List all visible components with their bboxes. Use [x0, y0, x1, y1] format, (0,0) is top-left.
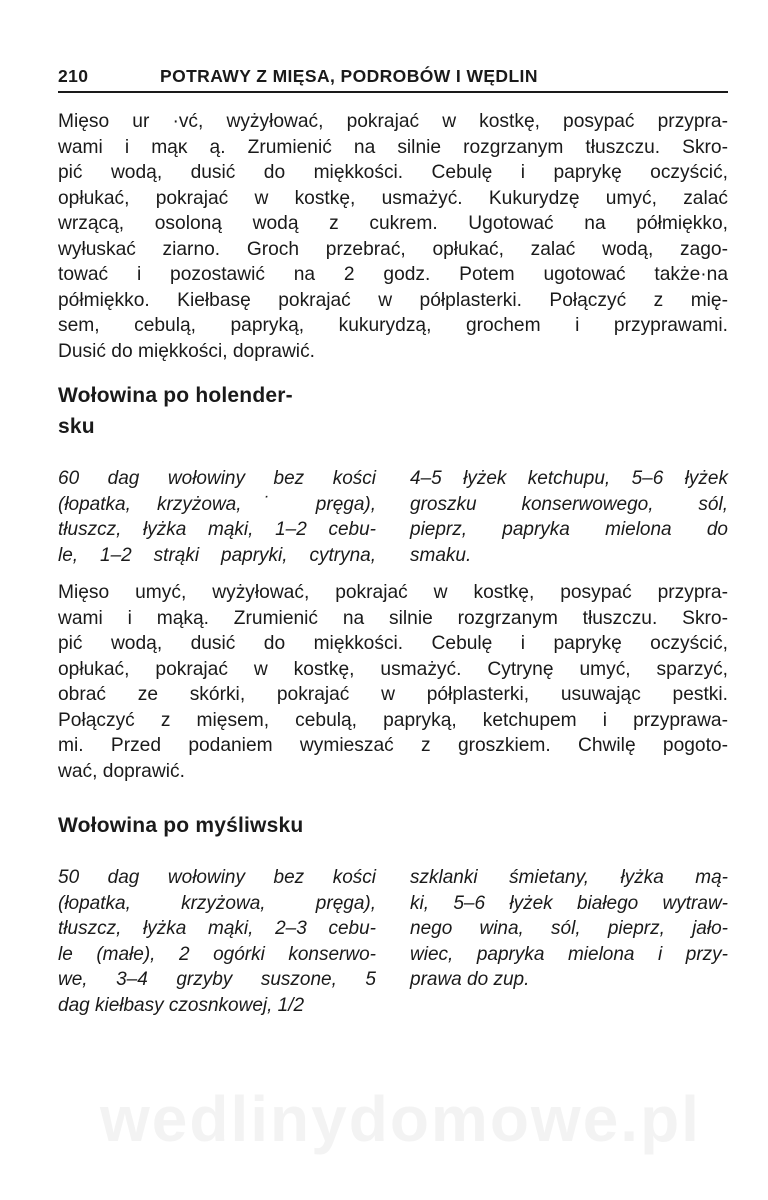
title-line: sku [58, 415, 95, 438]
text-line: wrzącą, osoloną wodą z cukrem. Ugotować na półmiękko, [58, 213, 728, 234]
ingredients-column-right [410, 865, 728, 1018]
running-header [58, 66, 728, 93]
text-line: tować i pozostawić na 2 godz. Potem ugotować także·na [58, 264, 728, 285]
paragraph-continued [58, 109, 728, 364]
ingredient-line: le, 1–2 strąki papryki, cytryna, [58, 544, 376, 566]
ingredient-line: ki, 5–6 łyżek białego wytraw- [410, 892, 728, 914]
text-line: pić wodą, dusić do miękkości. Cebulę i paprykę oczyścić, [58, 162, 728, 183]
text-line: wać, doprawić. [58, 760, 185, 782]
ingredient-line: pieprz, papryka mielona do [410, 519, 728, 540]
text-line: sem, cebulą, papryką, kukurydzą, grochem i przyprawami. [58, 315, 728, 336]
ingredient-line: smaku. [410, 544, 472, 566]
ingredients-column-left [58, 466, 376, 568]
ingredients-mysliwsku [58, 865, 728, 1018]
ingredient-line: prawa do zup. [410, 969, 530, 990]
ingredient-line: le (małe), 2 ogórki konserwo- [58, 943, 376, 965]
ingredient-line: we, 3–4 grzyby suszone, 5 [58, 969, 376, 990]
ingredient-line: dag kiełbasy czosnkowej, 1/2 [58, 994, 305, 1016]
text-line: Połączyć z mięsem, cebulą, papryką, ketchupem i przyprawa- [58, 709, 728, 731]
text-line: wyłuskać ziarno. Groch przebrać, opłukać, zalać wodą, zago- [58, 238, 728, 260]
ingredient-line: (łopatka, krzyżowa,˙ pręga), [58, 493, 376, 515]
ingredient-line: szklanki śmietany, łyżka mą- [410, 867, 728, 888]
ingredient-line: tłuszcz, łyżka mąki, 2–3 cebu- [58, 918, 376, 939]
ingredient-line: 50 dag wołowiny bez kości [58, 867, 376, 888]
ingredients-column-left [58, 865, 376, 1018]
text-line: mi. Przed podaniem wymieszać z groszkiem. Chwilę pogoto- [58, 735, 728, 756]
ingredients-holendersku [58, 466, 728, 568]
text-line: obrać ze skórki, pokrajać w półplasterki, usuwając pestki. [58, 684, 728, 705]
ingredients-column-right [410, 466, 728, 568]
ingredient-line: nego wina, sól, pieprz, jało- [410, 918, 728, 939]
ingredient-line: wiec, papryka mielona i przy- [410, 943, 728, 965]
recipe-title-holendersku [58, 380, 388, 442]
watermark: wedlinydomowe.pl [100, 1083, 701, 1155]
ingredient-line: groszku konserwowego, sól, [410, 493, 728, 515]
ingredient-line: (łopatka, krzyżowa, pręga), [58, 892, 376, 914]
ingredient-line: 4–5 łyżek ketchupu, 5–6 łyżek [410, 468, 728, 489]
text-line: Dusić do miękkości, doprawić. [58, 340, 315, 362]
text-line: Mięso umyć, wyżyłować, pokrajać w kostkę, posypać przypra- [58, 582, 728, 603]
ingredient-line: tłuszcz, łyżka mąki, 1–2 cebu- [58, 519, 376, 540]
text-line: pić wodą, dusić do miękkości. Cebulę i paprykę oczyścić, [58, 633, 728, 654]
ingredient-line: 60 dag wołowiny bez kości [58, 468, 376, 489]
page-number: 210 [58, 66, 89, 86]
text-line: opłukać, pokrajać w kostkę, usmażyć. Cytrynę umyć, sparzyć, [58, 658, 728, 680]
book-page [58, 66, 728, 1018]
text-line: opłukać, pokrajać w kostkę, usmażyć. Kukurydzę umyć, zalać [58, 187, 728, 209]
text-line: półmiękko. Kiełbasę pokrajać w półplasterki. Połączyć z mię- [58, 289, 728, 311]
text-line: Mięso ur ·vć, wyżyłować, pokrajać w kostkę, posypać przypra- [58, 111, 728, 132]
running-title: POTRAWY Z MIĘSA, PODROBÓW I WĘDLIN [160, 66, 538, 86]
text-line: wami i mąką. Zrumienić na silnie rozgrzanym tłuszczu. Skro- [58, 607, 728, 629]
instructions-holendersku [58, 580, 728, 784]
text-line: wami i mąᴋ ą. Zrumienić na silnie rozgrzanym tłuszczu. Skro- [58, 136, 728, 158]
recipe-title-mysliwsku: Wołowina po myśliwsku [58, 814, 304, 837]
title-line: Wołowina po holender- [58, 384, 293, 407]
